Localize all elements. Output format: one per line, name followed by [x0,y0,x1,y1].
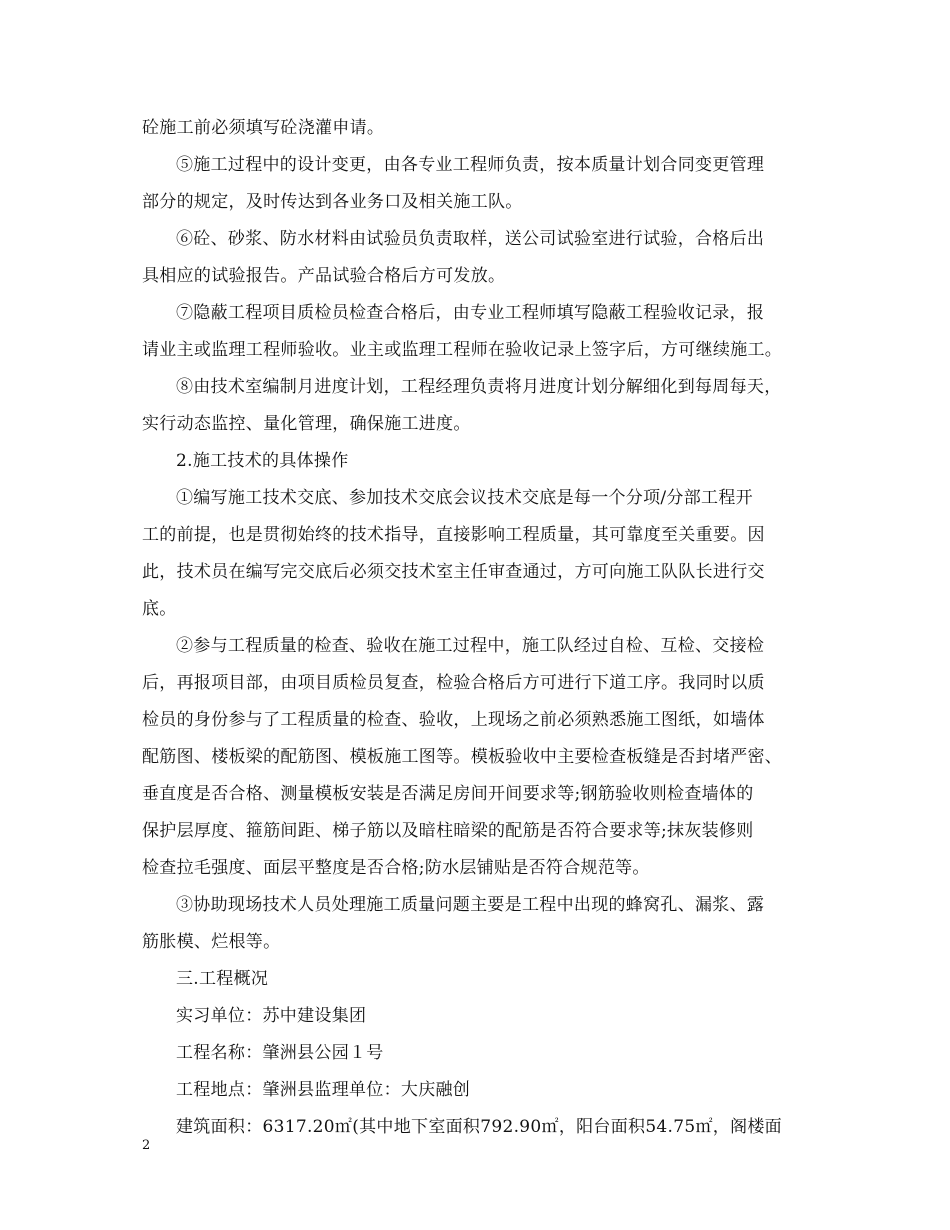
info-line: 工程地点：肇洲县监理单位：大庆融创 [176,1080,471,1100]
page-number: 2 [142,1138,151,1153]
text-line: 请业主或监理工程师验收。业主或监理工程师在验收记录上签字后，方可继续施工。 [142,340,783,360]
text-line: 砼施工前必须填写砼浇灌申请。 [142,118,385,138]
text-line: ⑥砼、砂浆、防水材料由试验员负责取样，送公司试验室进行试验，合格后出 [176,229,765,249]
info-line: 工程名称：肇洲县公园１号 [176,1043,384,1063]
text-line: 此，技术员在编写完交底后必须交技术室主任审查通过，方可向施工队队长进行交 [142,562,765,582]
text-line: ⑤施工过程中的设计变更，由各专业工程师负责，按本质量计划合同变更管理 [176,155,765,175]
info-line: 建筑面积：6317.20㎡(其中地下室面积792.90㎡，阳台面积54.75㎡，阁楼面 [176,1117,782,1137]
text-line: ③协助现场技术人员处理施工质量问题主要是工程中出现的蜂窝孔、漏浆、露 [176,895,765,915]
text-line: 筋胀模、烂根等。 [142,932,281,952]
text-line: ②参与工程质量的检查、验收在施工过程中，施工队经过自检、互检、交接检 [176,636,765,656]
text-line: 实行动态监控、量化管理，确保施工进度。 [142,414,471,434]
text-line: 检查拉毛强度、面层平整度是否合格;防水层铺贴是否符合规范等。 [142,858,650,878]
text-line: 后，再报项目部，由项目质检员复查，检验合格后方可进行下道工序。我同时以质 [142,673,765,693]
text-line: 部分的规定，及时传达到各业务口及相关施工队。 [142,192,523,212]
text-line: 配筋图、楼板梁的配筋图、模板施工图等。模板验收中主要检查板缝是否封堵严密、 [142,747,783,767]
text-line: ⑧由技术室编制月进度计划，工程经理负责将月进度计划分解细化到每周每天， [176,377,782,397]
text-line: ①编写施工技术交底、参加技术交底会议技术交底是每一个分项/分部工程开 [176,488,753,508]
info-line: 实习单位：苏中建设集团 [176,1006,367,1026]
section-heading: 2.施工技术的具体操作 [176,451,349,471]
text-line: 具相应的试验报告。产品试验合格后方可发放。 [142,266,506,286]
text-line: 垂直度是否合格、测量模板安装是否满足房间开间要求等;钢筋验收则检查墙体的 [142,784,754,804]
document-body [142,110,832,1146]
text-line: ⑦隐蔽工程项目质检员检查合格后，由专业工程师填写隐蔽工程验收记录，报 [176,303,765,323]
text-line: 保护层厚度、箍筋间距、梯子筋以及暗柱暗梁的配筋是否符合要求等;抹灰装修则 [142,821,754,841]
text-line: 工的前提，也是贯彻始终的技术指导，直接影响工程质量，其可靠度至关重要。因 [142,525,765,545]
text-line: 底。 [142,599,177,619]
text-line: 检员的身份参与了工程质量的检查、验收，上现场之前必须熟悉施工图纸，如墙体 [142,710,765,730]
section-heading: 三.工程概况 [176,969,269,989]
